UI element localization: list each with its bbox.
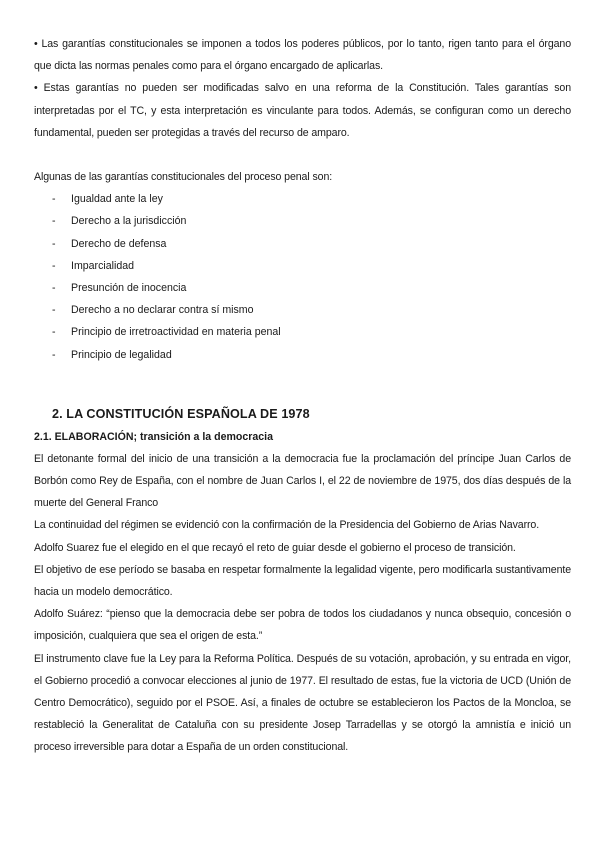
paragraph: El objetivo de ese período se basaba en respetar formalmente la legalidad vigente, pero modificarla sustantivamente hacia un modelo democrático.	[34, 563, 571, 599]
paragraph: Adolfo Suarez fue el elegido en el que recayó el reto de guiar desde el gobierno el proceso de transición.	[34, 541, 516, 554]
list-item: - Derecho a no declarar contra sí mismo	[34, 299, 571, 321]
spacer	[34, 144, 571, 166]
intro-bullet-1: • Las garantías constitucionales se imponen a todos los poderes públicos, por lo tanto, rigen tanto para el órgano que dicta las normas penales como para el órgano encargado de aplicarlas.	[34, 38, 571, 73]
section-subheading: 2.1. ELABORACIÓN; transición a la democracia	[34, 430, 274, 443]
paragraph: La continuidad del régimen se evidenció con la confirmación de la Presidencia del Gobierno de Arias Navarro.	[34, 519, 540, 532]
list-item: - Derecho a la jurisdicción	[34, 210, 571, 232]
paragraph: El detonante formal del inicio de una transición a la democracia fue la proclamación del príncipe Juan Carlos de Borbón como Rey de España, con el nombre de Juan Carlos I, el 22 de noviembre de 1975, dos días después de la muerte del General Franco	[34, 452, 571, 510]
paragraph: Adolfo Suárez: “pienso que la democracia debe ser pobra de todos los ciudadanos y nunca obsequio, concesión o imposición, cualquiera que sea el origen de esta.”	[34, 608, 571, 643]
spacer	[34, 366, 571, 402]
list-item: - Imparcialidad	[34, 255, 571, 277]
guarantees-list	[34, 188, 571, 366]
list-item: - Principio de legalidad	[34, 344, 571, 366]
list-item: - Principio de irretroactividad en materia penal	[34, 321, 571, 343]
list-item: - Presunción de inocencia	[34, 277, 571, 299]
intro-bullet-2: • Estas garantías no pueden ser modificadas salvo en una reforma de la Constitución. Tales garantías son interpretadas por el TC, y esta interpretación es vinculante para todos. Además, se configuran como un derecho fundamental, pueden ser protegidas a través del recurso de amparo.	[34, 82, 571, 139]
guarantees-lead: Algunas de las garantías constitucionales del proceso penal son:	[34, 171, 333, 184]
list-item: - Igualdad ante la ley	[34, 188, 571, 210]
paragraph: El instrumento clave fue la Ley para la Reforma Política. Después de su votación, aprobación, y su entrada en vigor, el Gobierno procedió a convocar elecciones al junio de 1977. El resultado de estas, fue la victoria de UCD (Unión de Centro Democrático), seguido por el PSOE. Así, a finales de octubre se establecieron los Pactos de la Moncloa, se restableció la Generalitat de Cataluña con su presidente Josep Tarradellas y se otorgó la amnistía e inició un proceso irreversible para dotar a España de un orden constitucional.	[34, 652, 571, 754]
document-page	[34, 33, 571, 759]
section-heading: 2. LA CONSTITUCIÓN ESPAÑOLA DE 1978	[52, 406, 310, 421]
list-item: - Derecho de defensa	[34, 233, 571, 255]
